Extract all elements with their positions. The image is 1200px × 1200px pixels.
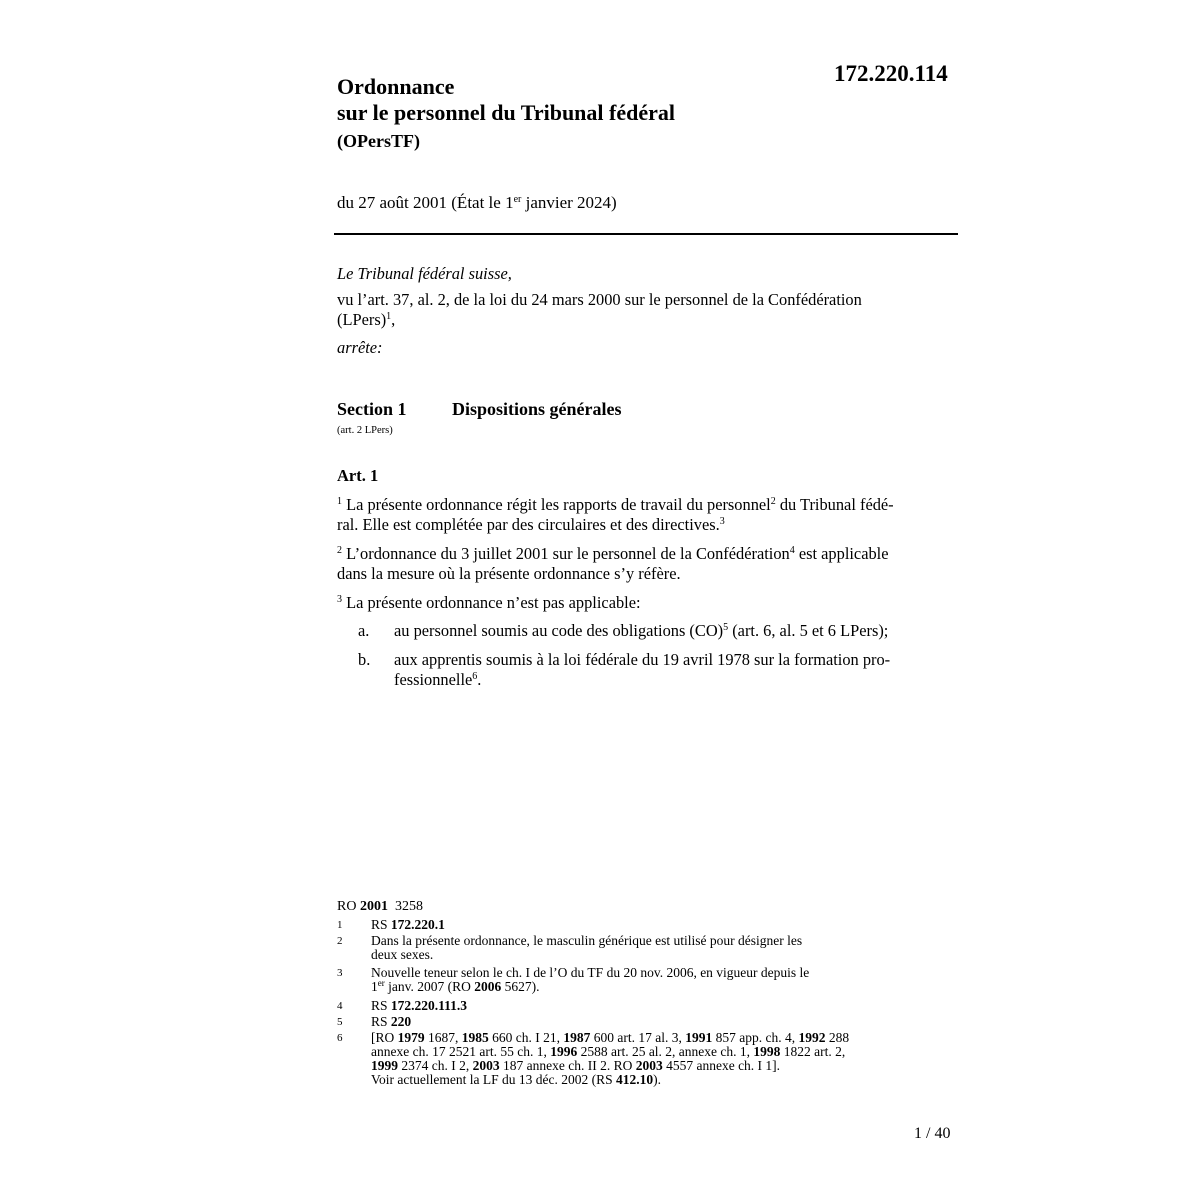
paragraph-text: dans la mesure où la présente ordonnance s’y réfère. — [337, 564, 681, 583]
footnote-ref-4[interactable]: 4 — [789, 545, 795, 556]
footnote-5 — [337, 1015, 957, 1031]
paragraph-number: 3 — [337, 594, 342, 605]
footnote-text: 1687, — [424, 1030, 462, 1045]
list-item-text: . — [477, 670, 482, 689]
section-reference: (art. 2 LPers) — [337, 425, 393, 436]
preamble-vu-end: , — [391, 310, 396, 329]
list-item-text: aux apprentis soumis à la loi fédérale du 19 avril 1978 sur la formation pro- — [394, 650, 891, 669]
footnote-text: 857 app. ch. 4, — [712, 1030, 799, 1045]
list-item — [358, 650, 958, 690]
paragraph-text: est applicable — [794, 544, 889, 563]
footnote-2 — [337, 934, 957, 964]
footnote-text: 1 — [371, 979, 378, 994]
ro-year: 2001 — [359, 899, 388, 914]
preamble-vu-lpers: (LPers) — [337, 310, 387, 329]
footnote-number: 4 — [337, 1000, 343, 1012]
footnote-text-bold: 2003 — [472, 1058, 500, 1073]
footnote-text-bold: 1999 — [371, 1058, 398, 1073]
footnote-text: RS — [371, 917, 391, 932]
footnote-text-bold: 1992 — [798, 1030, 826, 1045]
footnote-text: Nouvelle teneur selon le ch. I de l’O du TF du 20 nov. 2006, en vigueur depuis le — [371, 965, 810, 980]
footnote-1 — [337, 918, 957, 934]
paragraph-text: du Tribunal fédé- — [775, 495, 894, 514]
footnote-text: 4557 annexe ch. I 1]. — [662, 1058, 781, 1073]
footnote-text: 2374 ch. I 2, — [398, 1058, 473, 1073]
section-title: Dispositions générales — [452, 399, 622, 419]
footnote-text: 1822 art. 2, — [780, 1044, 846, 1059]
footnote-text-bold: 172.220.1 — [390, 917, 445, 932]
footnote-text: 5627). — [501, 979, 540, 994]
header-rule — [334, 233, 958, 235]
title-line-1: Ordonnance — [337, 74, 455, 99]
paragraph-text: L’ordonnance du 3 juillet 2001 sur le personnel de la Confédération — [342, 544, 790, 563]
section-label: Section 1 — [337, 399, 407, 419]
footnote-ref-1[interactable]: 1 — [386, 311, 392, 322]
footnote-number: 2 — [337, 935, 343, 947]
footnote-text: RS — [371, 998, 391, 1013]
article-paragraph-2 — [337, 544, 957, 584]
list-item — [358, 621, 958, 641]
preamble-vu-line-2 — [337, 310, 962, 330]
footnote-number: 6 — [337, 1032, 343, 1044]
footnote-text: janv. 2007 (RO — [384, 979, 475, 994]
article-paragraph-3 — [337, 593, 957, 613]
paragraph-number: 2 — [337, 545, 342, 556]
list-item-text: fessionnelle — [394, 670, 473, 689]
footnote-text-bold: 2003 — [635, 1058, 663, 1073]
footnote-text-bold: 1996 — [550, 1044, 578, 1059]
footnote-number: 5 — [337, 1016, 343, 1028]
footnote-4 — [337, 999, 957, 1015]
footnote-text: [RO — [371, 1030, 398, 1045]
footnote-text: deux sexes. — [371, 947, 434, 962]
footnote-text: RS — [371, 1014, 391, 1029]
ro-page: 3258 — [387, 899, 423, 914]
dateline — [337, 193, 617, 213]
dateline-sup: er — [513, 194, 522, 205]
document-title — [337, 74, 817, 154]
dateline-suffix: janvier 2024) — [521, 193, 617, 212]
footnote-text: 600 art. 17 al. 3, — [590, 1030, 686, 1045]
paragraph-number: 1 — [337, 496, 342, 507]
list-item-label: b. — [358, 650, 371, 669]
footnote-text-bold: 1979 — [397, 1030, 425, 1045]
preamble-vu-line-1: vu l’art. 37, al. 2, de la loi du 24 mars 2000 sur le personnel de la Confédération — [337, 290, 862, 309]
footnote-text-bold: 1987 — [563, 1030, 591, 1045]
preamble-vu — [337, 290, 962, 330]
footnote-text-bold: 1998 — [753, 1044, 781, 1059]
footnote-text: ). — [653, 1072, 661, 1087]
footnote-text-bold: 172.220.111.3 — [390, 998, 468, 1013]
list-item-text: (art. 6, al. 5 et 6 LPers); — [728, 621, 889, 640]
ro-reference — [337, 900, 423, 914]
sr-number: 172.220.114 — [834, 61, 948, 86]
footnote-text: annexe ch. 17 2521 art. 55 ch. 1, — [371, 1044, 551, 1059]
article-label: Art. 1 — [337, 466, 379, 485]
footnote-number: 1 — [337, 919, 343, 931]
list-item-text: au personnel soumis au code des obligations (CO) — [394, 621, 724, 640]
paragraph-text: ral. Elle est complétée par des circulaires et des directives. — [337, 515, 720, 534]
preamble-authority: Le Tribunal fédéral suisse, — [337, 264, 512, 283]
footnote-number: 3 — [337, 967, 343, 979]
paragraph-text: La présente ordonnance n’est pas applicable: — [342, 593, 641, 612]
footnote-text: 660 ch. I 21, — [488, 1030, 564, 1045]
footnote-text: 187 annexe ch. II 2. RO — [499, 1058, 636, 1073]
footnote-ref-6[interactable]: 6 — [472, 671, 478, 682]
title-line-2: sur le personnel du Tribunal fédéral — [337, 100, 675, 125]
footnote-ref-3[interactable]: 3 — [719, 516, 725, 527]
footnote-text-bold: 220 — [390, 1014, 412, 1029]
paragraph-text: La présente ordonnance régit les rapports de travail du personnel — [342, 495, 771, 514]
footnote-sup: er — [377, 978, 385, 988]
footnote-text: Dans la présente ordonnance, le masculin générique est utilisé pour désigner les — [371, 933, 803, 948]
preamble-arrete: arrête: — [337, 338, 383, 357]
footnote-3 — [337, 966, 957, 996]
footnote-text-bold: 1991 — [685, 1030, 713, 1045]
footnote-text-bold: 412.10 — [615, 1072, 654, 1087]
footnote-text-bold: 1985 — [461, 1030, 489, 1045]
title-abbreviation: (OPersTF) — [337, 131, 420, 151]
dateline-prefix: du 27 août 2001 (État le 1 — [337, 193, 514, 212]
list-item-label: a. — [358, 621, 370, 640]
footnote-ref-5[interactable]: 5 — [723, 622, 729, 633]
footnote-text: Voir actuellement la LF du 13 déc. 2002 (RS — [371, 1072, 616, 1087]
page-number: 1 / 40 — [914, 1125, 951, 1142]
footnote-text: 2588 art. 25 al. 2, annexe ch. 1, — [577, 1044, 754, 1059]
article-paragraph-1 — [337, 495, 955, 535]
footnote-ref-2[interactable]: 2 — [770, 496, 776, 507]
ro-prefix: RO — [337, 899, 360, 914]
footnote-6 — [337, 1031, 957, 1097]
footnote-text: 288 — [825, 1030, 850, 1045]
footnote-text-bold: 2006 — [474, 979, 502, 994]
